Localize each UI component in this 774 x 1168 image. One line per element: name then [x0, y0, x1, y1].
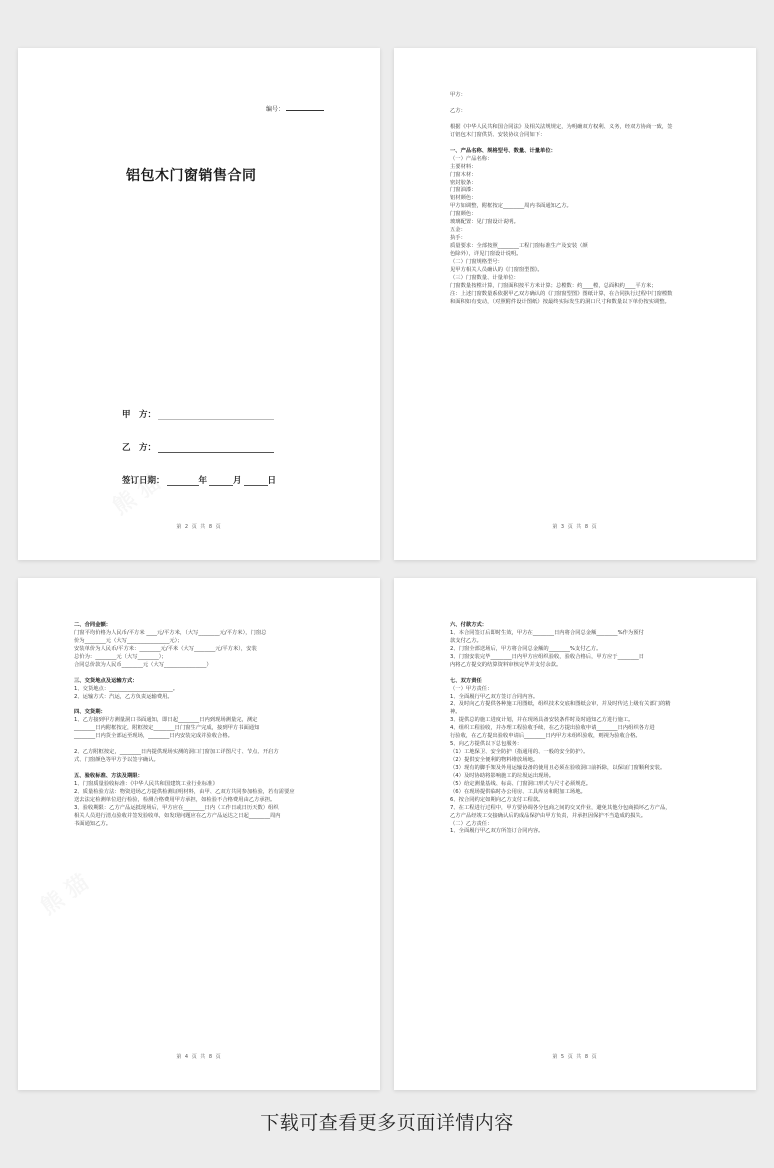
page-body-text: [74, 622, 336, 829]
page-number: 第 5 页 共 8 页: [552, 1054, 598, 1060]
page-body-text: [450, 92, 712, 307]
text-line: 质量要求：全部按照________工程门窗标准生产及安装（颜: [450, 243, 588, 249]
text-line: 色除外），详见门窗设计说明。: [450, 250, 522, 257]
contract-page-5: [394, 578, 756, 1090]
text-line: 7、在工程进行过程中，甲方要协调各分包商之间的交叉作业，避免其他分包商损坏乙方产品，: [450, 804, 671, 811]
text-line: 送去法定检测单位进行检验，检测合格费用甲方承担，如检验不合格费用由乙方承担。: [74, 796, 276, 803]
paragraph-gap: [74, 741, 336, 749]
signature-block: [122, 406, 276, 505]
month-label: 月: [233, 476, 242, 486]
text-line: 门窗颜色：: [450, 211, 477, 218]
text-line: 订铝包木门窗供货、安装协议合同如下：: [450, 131, 546, 138]
page-number: 第 4 页 共 8 页: [176, 1054, 222, 1060]
text-line: 书面通知乙方。: [74, 820, 112, 827]
text-line: 式、门窗颜色等甲方予以签字确认。: [74, 757, 159, 764]
text-line: 执手：: [450, 235, 466, 242]
page-number: 第 3 页 共 8 页: [552, 524, 598, 530]
paragraph-gap: [450, 140, 712, 148]
text-line: 内将乙方提交的结算资料审核完毕并支付余款。: [450, 661, 562, 668]
text-line: 玻璃配置：见门窗设计说明。: [450, 219, 519, 226]
year-label: 年: [198, 476, 208, 486]
text-line: （6）在现场提供临时办公用房、工具库房和附加工场地。: [450, 788, 586, 795]
party-b-blank: [158, 444, 274, 453]
text-line: （3）现有的脚手架及外用运输设备的使用且必须在验收洞口前拆除，以保证门窗顺利安装。: [450, 764, 666, 771]
section-heading: 七、双方责任: [450, 677, 482, 684]
text-line: （4）及时协助将影响施工的垃圾运出现场。: [450, 772, 555, 779]
text-line: 和面积如有变动，（对照附件设计图纸）按最终实际发生的洞口尺寸和数量以下单份按实调整。: [450, 298, 670, 305]
text-line: 款支付乙方。: [450, 637, 482, 644]
paragraph-gap: [450, 100, 712, 108]
text-line: 见甲方相关人员确认的《门窗窗型图》。: [450, 266, 543, 273]
text-line: 1、本合同签订后即时生效，甲方在________日内将合同总金额________%作为预付: [450, 629, 644, 636]
text-line: 门窗数量按樘计算，门窗面积按平方米计算；总樘数：约____樘，总面积约____平方米；: [450, 282, 657, 289]
text-line: 注：上述门窗数量系依据甲乙双方确认的《门窗窗型图》图纸计算，在合同执行过程中门窗樘数: [450, 290, 673, 297]
text-line: （二）乙方责任：: [450, 820, 493, 827]
text-line: 2、门窗全部送场后，甲方将合同总金额的________%支付乙方。: [450, 645, 602, 652]
page-body-text: [450, 622, 712, 836]
paragraph-gap: [450, 116, 712, 124]
section-heading: 五、验收标准、方法及期限：: [74, 773, 143, 780]
text-line: 2、运输方式：汽运，乙方负责运输费用。: [74, 693, 173, 700]
contract-cover-page: [18, 48, 380, 560]
text-line: 4、组织工程验收，并办理工程验收手续，在乙方提出验收申请________日内组织各方进: [450, 725, 655, 732]
text-line: 门窗油漆：: [450, 187, 477, 194]
paragraph-gap: [450, 670, 712, 678]
section-heading: 二、合同金额：: [74, 622, 112, 628]
contract-number-label: 编号：: [265, 106, 284, 113]
text-line: 神。: [450, 709, 461, 716]
party-b-row: [122, 439, 276, 453]
text-line: 五金：: [450, 227, 466, 234]
text-line: 总价为：________元（大写________）；: [74, 653, 167, 660]
text-line: 2、乙方附框按定，________日内提供现场实测的洞口门窗加工详图尺寸、节点、开启方: [74, 749, 279, 756]
year-blank: [167, 477, 199, 486]
section-heading: 三、交货地点及运输方式：: [74, 677, 138, 684]
text-line: 合同总价款为人民币________元（大写________________）: [74, 661, 212, 668]
contract-title: 铝包木门窗销售合同: [126, 168, 257, 184]
text-line: 门窗木材：: [450, 171, 477, 178]
text-line: 乙方：: [450, 107, 466, 114]
text-line: 密封胶条：: [450, 179, 477, 186]
text-line: 1、全面履行甲乙双方签订合同内容。: [450, 693, 539, 700]
day-label: 日: [267, 476, 277, 486]
text-line: 2、质量检验方法：物资进场乙方提供检测证明材料，由甲、乙双方共同参加检验，若有需要应: [74, 788, 295, 795]
contract-number-blank: [286, 105, 324, 111]
party-a-label: 甲 方：: [122, 410, 157, 420]
paragraph-gap: [74, 670, 336, 678]
text-line: 铝材颜色：: [450, 195, 477, 202]
section-heading: 六、付款方式：: [450, 622, 488, 628]
text-line: 根据《中华人民共和国合同法》及相关法规规定，为明确双方权利、义务，经双方协商一致，签: [450, 123, 673, 130]
contract-page-3: [394, 48, 756, 560]
party-a-row: [122, 406, 276, 420]
text-line: 乙方产品经竣工交接确认后的成品保护由甲方负责，并承担因保护不当造成的损失。: [450, 812, 646, 819]
text-line: 行验收，在乙方提出验收申请后________日内甲方未组织验收，则视为验收合格。: [450, 733, 641, 740]
text-line: ________日内附框按定，附框按定________日门窗生产完成，接到甲方书面通知: [74, 725, 260, 732]
contract-number-field: [266, 104, 324, 113]
month-blank: [209, 477, 233, 486]
text-line: 价为________元（大写________________元）；: [74, 637, 183, 644]
text-line: 安装单价为人民币/平方米：________元/平米（大写________元/平方米），安装: [74, 645, 257, 652]
section-heading: 一、产品名称、规格型号、数量、计量单位：: [450, 147, 556, 154]
text-line: （一）产品名称：: [450, 155, 493, 162]
text-line: 主要材料：: [450, 163, 477, 170]
sign-date-row: [122, 472, 276, 486]
text-line: （5）给定测量基线、标高、门窗洞口形式与尺寸必须规范。: [450, 780, 592, 787]
text-line: （三）门窗数量、计量单位：: [450, 274, 519, 281]
text-line: 1、交货地点：________________________。: [74, 685, 179, 692]
text-line: 3、门窗安装完毕________日内甲方应组织验收，验收合格后，甲方应于________日: [450, 653, 645, 660]
text-line: 甲方如调整，附框按定________周内书面通知乙方。: [450, 203, 572, 210]
watermark: [34, 866, 94, 921]
text-line: （2）提供安全便利的物料堆放场地。: [450, 757, 539, 763]
text-line: 5、向乙方提供以下总包服务：: [450, 741, 523, 748]
party-b-label: 乙 方：: [122, 443, 157, 453]
paragraph-gap: [74, 701, 336, 709]
text-line: 门窗平均价格为人民币/平方米 ____元/平方米，（大写________元/平方米），门窗总: [74, 629, 267, 636]
sign-date-label: 签订日期：: [122, 476, 165, 486]
text-line: 甲方：: [450, 92, 466, 98]
text-line: （1）工地保卫、安全防护（指通用的、一般的安全防护）。: [450, 749, 589, 756]
text-line: 相关人员进行清点验收并签发验收单，如发现问题应在乙方产品运达之日起________周内: [74, 812, 281, 819]
contract-page-4: [18, 578, 380, 1090]
day-blank: [244, 477, 268, 486]
text-line: （一）甲方责任：: [450, 685, 493, 692]
party-a-blank: [158, 411, 274, 420]
text-line: 1、门窗质量验收标准：《中华人民共和国建筑工业行业标准》: [74, 781, 218, 787]
text-line: （二）门窗规格型号：: [450, 258, 503, 265]
text-line: 2、及时向乙方提供各种施工用图纸，组织技术交底和图纸会审，并及时传达上级有关部门的精: [450, 701, 671, 708]
paragraph-gap: [74, 765, 336, 773]
text-line: 3、提供总的施工进度计划，并在现场具备安装条件时及时通知乙方进行施工。: [450, 717, 634, 724]
section-heading: 四、交货期：: [74, 709, 106, 716]
download-more-caption: 下载可查看更多页面详情内容: [260, 1112, 514, 1134]
text-line: ________日内货全部运至现场，________日内安装完成并验收合格。: [74, 733, 233, 740]
text-line: 3、验收期限：乙方产品运抵现场后，甲方应在________日内（工作日或日历天数）组织: [74, 804, 279, 811]
text-line: 1、全面履行甲乙双方所签订合同内容。: [450, 828, 544, 835]
page-number: 第 2 页 共 8 页: [176, 524, 222, 530]
text-line: 6、按合同约定如期向乙方支付工程款。: [450, 796, 544, 803]
text-line: 1、乙方接到甲方测量洞口书面通知，即日起________日内到现场测量完，测定: [74, 717, 258, 724]
